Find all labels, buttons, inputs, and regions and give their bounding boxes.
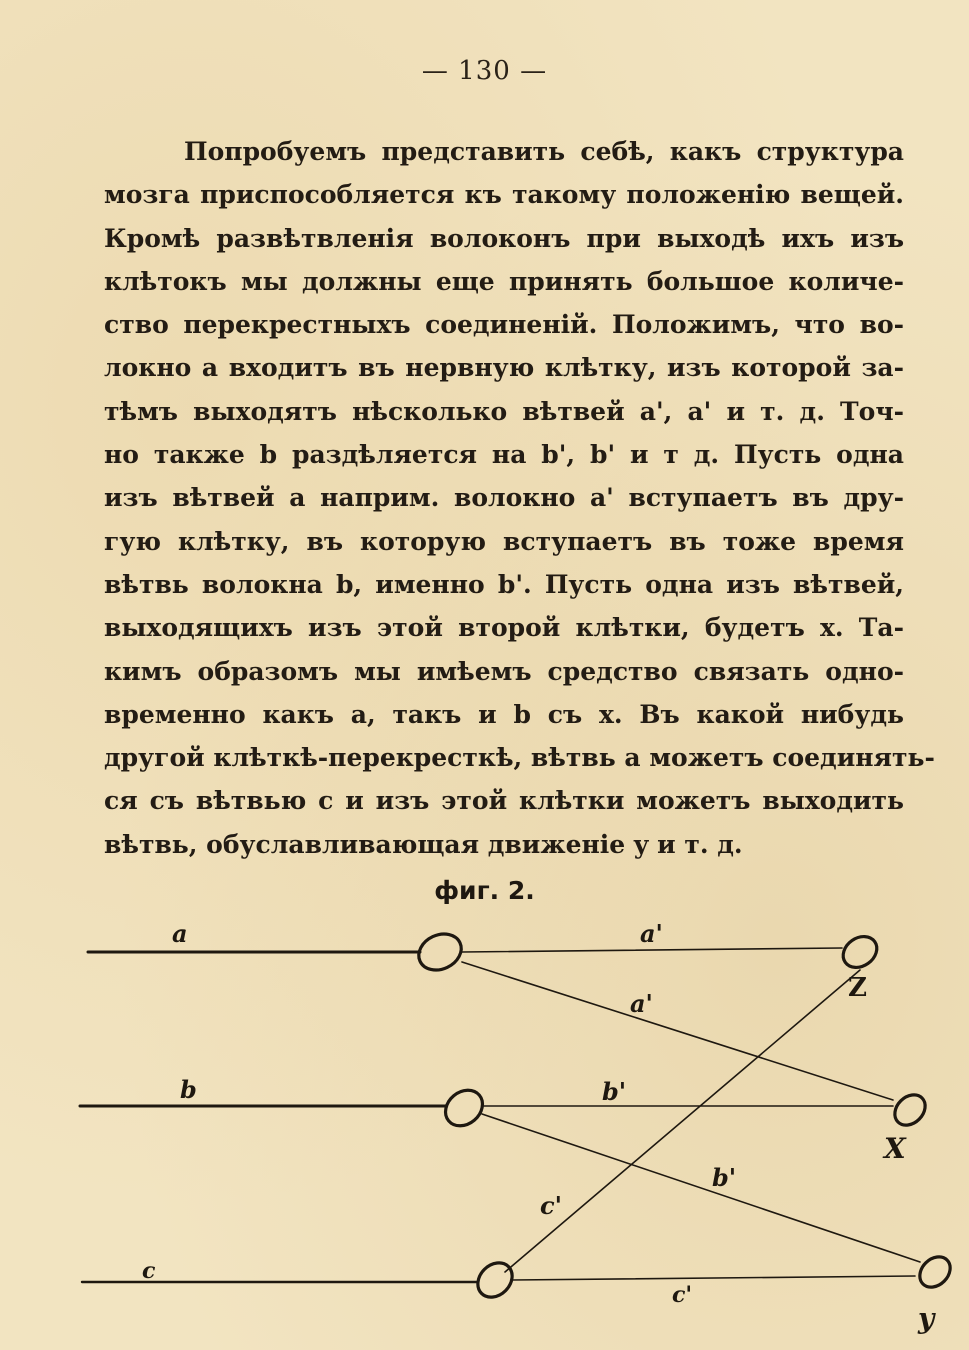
paragraph-line: Попробуемъ представить себѣ, какъ структура	[184, 137, 904, 166]
paragraph-line: вѣтвь волокна b, именно b'. Пусть одна изъ вѣтвей,	[104, 569, 904, 599]
label-b-prime-right: b'	[712, 1163, 737, 1192]
paragraph	[104, 130, 935, 866]
label-a-prime-top: a'	[640, 919, 663, 948]
paragraph-line: вѣтвь, обуславливающая движеніе y и т. д.	[104, 829, 743, 859]
label-c-prime-bottom: c'	[672, 1282, 693, 1308]
cell-c	[471, 1256, 519, 1304]
paragraph-line: клѣтокъ мы должны еще принять большое количе-	[104, 266, 904, 296]
fiber-a-prime-top	[462, 948, 842, 952]
paragraph-line: временно какъ a, такъ и b съ x. Въ какой нибудь	[104, 699, 904, 729]
neuron-diagram-svg	[0, 900, 969, 1350]
fiber-a-prime-diagonal	[462, 962, 893, 1100]
cell-y	[914, 1251, 956, 1293]
cell-x	[889, 1089, 931, 1131]
cell-b	[438, 1083, 489, 1133]
label-x: X	[884, 1132, 906, 1165]
fiber-c-prime-diagonal	[505, 970, 860, 1272]
label-c: c	[142, 1258, 156, 1284]
label-y: y	[918, 1302, 935, 1335]
label-c-prime-diagonal: c'	[540, 1191, 562, 1220]
figure-caption: фиг. 2.	[434, 876, 535, 905]
paragraph-line: кимъ образомъ мы имѣемъ средство связать одно-	[104, 656, 904, 686]
neuron-diagram	[0, 900, 969, 1350]
fiber-b-prime-right	[482, 1114, 920, 1262]
paragraph-line: мозга приспособляется къ такому положенію вещей.	[104, 180, 904, 210]
paragraph-line: изъ вѣтвей a наприм. волокно a' вступаетъ въ дру-	[104, 483, 904, 513]
fiber-c-prime-bottom	[512, 1276, 915, 1280]
paragraph-line: гую клѣтку, въ которую вступаетъ въ тоже время	[104, 526, 904, 556]
paragraph-line: ство перекрестныхъ соединеній. Положимъ, что во-	[104, 310, 904, 340]
label-b-prime-left: b'	[602, 1077, 627, 1106]
paragraph-line: Кромѣ развѣтвленія волоконъ при выходѣ ихъ изъ	[104, 223, 904, 253]
label-z: Z	[848, 973, 867, 1003]
paragraph-line: выходящихъ изъ этой второй клѣтки, будетъ x. Та-	[104, 613, 904, 643]
paragraph-line: тѣмъ выходятъ нѣсколько вѣтвей a', a' и т. д. Точ-	[104, 396, 904, 426]
paragraph-line: но также b раздѣляется на b', b' и т д. Пусть одна	[104, 440, 904, 470]
label-a: a	[172, 919, 188, 948]
page-number: — 130 —	[421, 56, 548, 86]
paragraph-line: другой клѣткѣ-перекресткѣ, вѣтвь a можетъ соединять-	[104, 743, 935, 773]
label-b: b	[180, 1075, 197, 1104]
paragraph-line: локно a входитъ въ нервную клѣтку, изъ которой за-	[104, 353, 904, 383]
label-a-prime-diagonal: a'	[630, 989, 653, 1018]
paragraph-line: ся съ вѣтвью c и изъ этой клѣтки можетъ выходить	[104, 786, 904, 816]
cell-z	[837, 930, 883, 974]
